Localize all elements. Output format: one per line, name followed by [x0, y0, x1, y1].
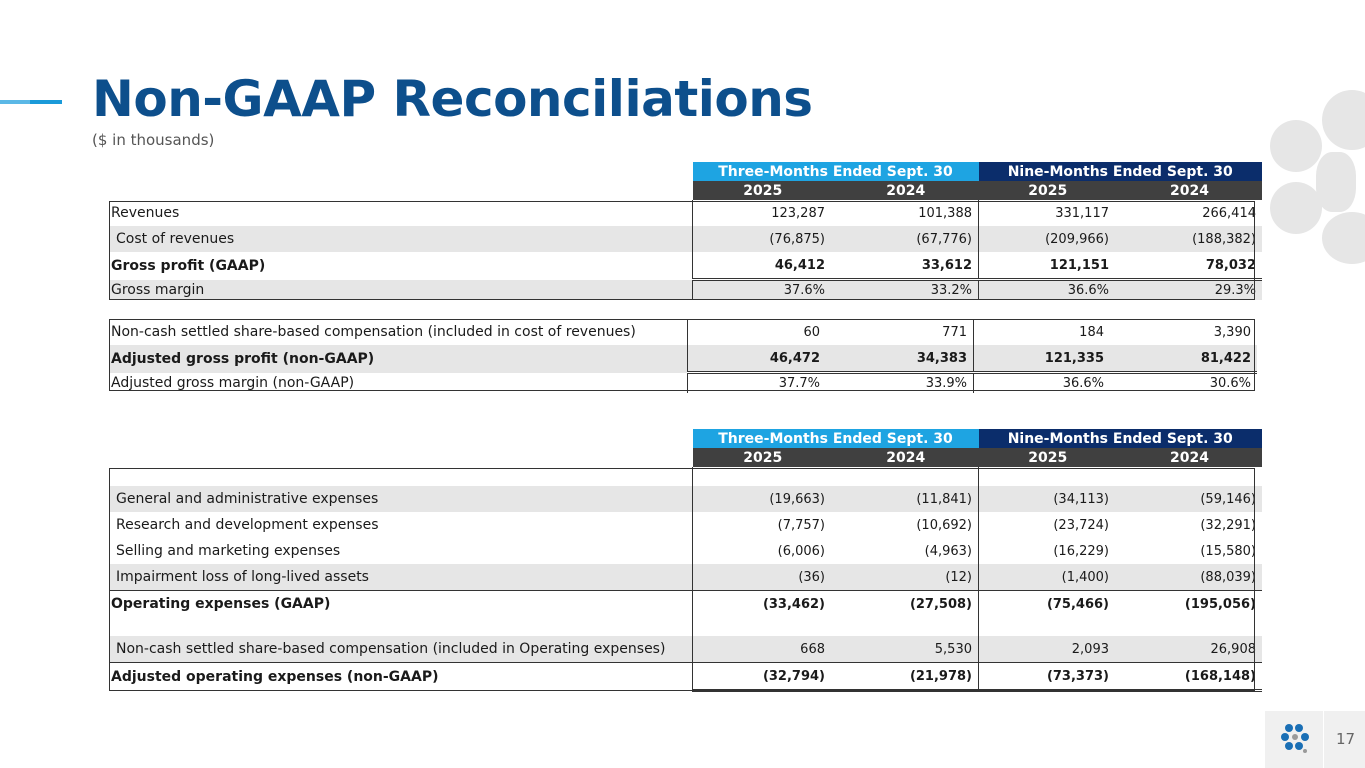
table-row	[109, 486, 1262, 512]
operating-expenses-table	[109, 429, 1262, 692]
year-header: 2025	[693, 181, 834, 200]
row-label: Adjusted gross margin (non-GAAP)	[111, 374, 355, 391]
table-row	[109, 564, 1262, 591]
year-header: 2025	[693, 448, 834, 467]
cell-value: (11,841)	[833, 486, 979, 512]
page-number: 17	[1336, 730, 1356, 748]
cell-value: (16,229)	[979, 538, 1118, 564]
table-row-spacer	[109, 467, 1262, 486]
cell-value: (168,148)	[1117, 663, 1262, 691]
cell-value: 78,032	[1117, 252, 1262, 280]
cell-value: (1,400)	[979, 564, 1118, 591]
decorative-circle	[1322, 212, 1365, 264]
year-header: 2024	[1117, 448, 1262, 467]
table-row	[109, 591, 1262, 618]
accent-line	[0, 100, 30, 104]
cell-value: (67,776)	[833, 226, 979, 252]
cell-value: 33.2%	[833, 280, 979, 301]
table-row	[109, 252, 1262, 280]
row-label: Selling and marketing expenses	[116, 543, 341, 559]
cell-value: 331,117	[979, 200, 1118, 226]
row-label: Adjusted operating expenses (non-GAAP)	[111, 668, 439, 685]
cell-value: (76,875)	[693, 226, 834, 252]
year-header: 2025	[979, 448, 1118, 467]
table-row	[109, 512, 1262, 538]
cell-value: 60	[688, 319, 829, 345]
cell-value: 34,383	[828, 345, 974, 373]
page-title: Non-GAAP Reconciliations	[92, 70, 813, 128]
three-months-header: Three-Months Ended Sept. 30	[693, 162, 979, 181]
cell-value: 123,287	[693, 200, 834, 226]
cell-value: (7,757)	[693, 512, 834, 538]
table-row	[109, 226, 1262, 252]
table-row-spacer	[109, 617, 1262, 636]
cell-value: 37.7%	[688, 373, 829, 394]
cell-value: 121,335	[974, 345, 1113, 373]
cell-value: (12)	[833, 564, 979, 591]
year-header: 2024	[833, 448, 979, 467]
row-label: Research and development expenses	[116, 517, 379, 533]
row-label: Adjusted gross profit (non-GAAP)	[109, 345, 688, 373]
cell-value: 26,908	[1117, 636, 1262, 663]
table-row	[109, 538, 1262, 564]
cell-value: (75,466)	[979, 591, 1118, 618]
cell-value: 3,390	[1213, 324, 1251, 340]
row-label: General and administrative expenses	[109, 486, 693, 512]
cell-value: 46,472	[688, 345, 829, 373]
cell-value: (36)	[693, 564, 834, 591]
row-label: Non-cash settled share-based compensation (included in cost of revenues)	[111, 324, 636, 340]
cell-value: (33,462)	[693, 591, 834, 618]
cell-value: (34,113)	[979, 486, 1118, 512]
table-row	[109, 200, 1262, 226]
cell-value: (32,291)	[1200, 517, 1256, 533]
year-header: 2024	[833, 181, 979, 200]
gross-profit-table	[109, 162, 1262, 300]
cell-value: (188,382)	[1117, 226, 1262, 252]
row-label: Operating expenses (GAAP)	[111, 596, 331, 612]
cell-value: 46,412	[693, 252, 834, 280]
decorative-circle	[1270, 120, 1322, 172]
cell-value: 2,093	[979, 636, 1118, 663]
cell-value: (6,006)	[693, 538, 834, 564]
table-row	[109, 280, 1262, 301]
cell-value: 101,388	[918, 205, 972, 221]
cell-value: (27,508)	[909, 596, 972, 612]
cell-value: (195,056)	[1184, 596, 1256, 612]
cell-value: 266,414	[1202, 205, 1256, 221]
accent-line	[30, 100, 62, 104]
cell-value: (19,663)	[693, 486, 834, 512]
decorative-circle	[1270, 182, 1322, 234]
cell-value: (10,692)	[916, 517, 972, 533]
cell-value: 184	[974, 319, 1113, 345]
row-label: Non-cash settled share-based compensation (included in Operating expenses)	[109, 636, 693, 663]
cell-value: (88,039)	[1117, 564, 1262, 591]
year-header: 2024	[1117, 181, 1262, 200]
row-label: Gross profit (GAAP)	[111, 257, 266, 274]
cell-value: (32,794)	[693, 663, 834, 691]
cell-value: 33,612	[833, 252, 979, 280]
cell-value: 121,151	[979, 252, 1118, 280]
cell-value: (73,373)	[979, 663, 1118, 691]
cell-value: (4,963)	[924, 543, 972, 559]
page-subtitle: ($ in thousands)	[92, 131, 215, 149]
cell-value: 668	[693, 636, 834, 663]
cell-value: 771	[942, 324, 967, 340]
cell-value: 36.6%	[974, 373, 1113, 394]
cell-value: 37.6%	[693, 280, 834, 301]
table-row	[109, 636, 1262, 663]
year-header: 2025	[979, 181, 1118, 200]
nine-months-header: Nine-Months Ended Sept. 30	[979, 162, 1263, 181]
cell-value: 36.6%	[979, 280, 1118, 301]
cell-value: (59,146)	[1117, 486, 1262, 512]
cell-value: (209,966)	[979, 226, 1118, 252]
cell-value: (23,724)	[979, 512, 1118, 538]
decorative-circle	[1316, 152, 1356, 212]
cell-value: 29.3%	[1117, 280, 1262, 301]
row-label: Revenues	[111, 205, 180, 221]
table-row	[109, 663, 1262, 691]
cell-value: 5,530	[833, 636, 979, 663]
three-months-header: Three-Months Ended Sept. 30	[693, 429, 979, 448]
cell-value: (21,978)	[833, 663, 979, 691]
row-label: Impairment loss of long-lived assets	[109, 564, 693, 591]
cell-value: (15,580)	[1200, 543, 1256, 559]
cell-value: 81,422	[1112, 345, 1257, 373]
adjusted-gross-profit-table	[109, 319, 1257, 393]
row-label: Gross margin	[109, 280, 693, 301]
cell-value: 30.6%	[1209, 376, 1251, 391]
table-row	[109, 319, 1257, 345]
nine-months-header: Nine-Months Ended Sept. 30	[979, 429, 1263, 448]
table-row	[109, 373, 1257, 394]
cell-value: 33.9%	[925, 376, 967, 391]
row-label: Cost of revenues	[109, 226, 693, 252]
table-row	[109, 345, 1257, 373]
decorative-circle	[1322, 90, 1365, 150]
company-logo-icon	[1281, 723, 1311, 755]
